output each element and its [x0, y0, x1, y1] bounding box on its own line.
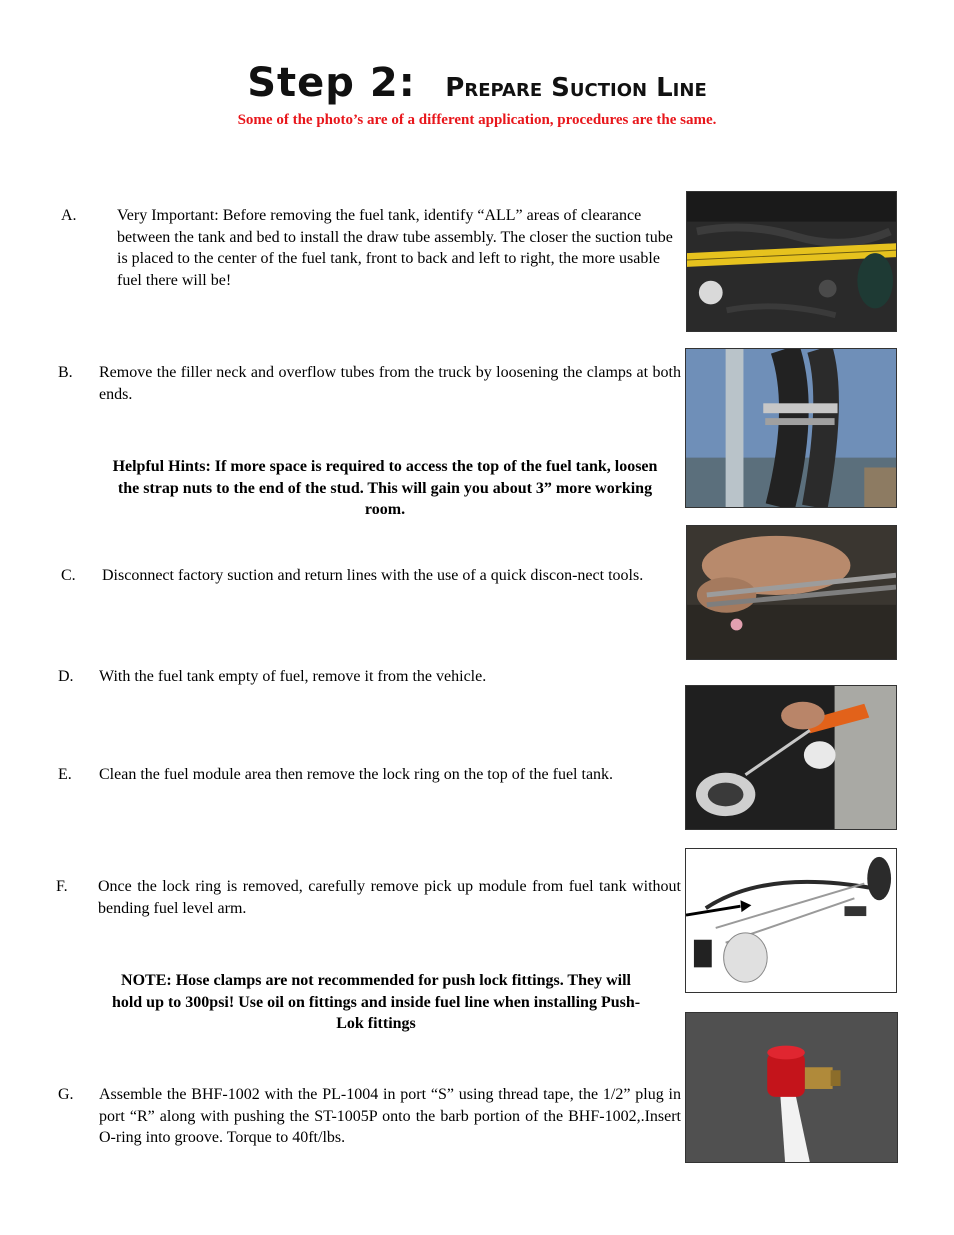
step-letter: F. [56, 878, 68, 895]
step-letter: A. [61, 207, 77, 224]
step-d [58, 666, 682, 690]
photo-tape-measure-tank [686, 191, 897, 332]
step-text: Very Important: Before removing the fuel tank, identify “ALL” areas of clearance between the tank and bed to install the draw tube assembly. The closer the suction tube is placed to the center of the fuel tank, front to back and left to right, the more usable fuel there will be! [117, 207, 673, 289]
step-c [61, 565, 682, 611]
step-text: Clean the fuel module area then remove the lock ring on the top of the fuel tank. [99, 766, 614, 783]
page-title [0, 60, 954, 106]
step-text: Disconnect factory suction and return lines with the use of a quick discon-nect tools. [102, 567, 644, 584]
step-e [58, 764, 682, 810]
step-text: Once the lock ring is removed, carefully remove pick up module from fuel tank without bending fuel level arm. [98, 878, 681, 917]
title-step: Step 2: [247, 60, 416, 106]
step-b [58, 362, 682, 408]
step-text: With the fuel tank empty of fuel, remove it from the vehicle. [99, 668, 487, 685]
title-topic: Prepare Suction Line [445, 73, 707, 103]
photo-pickup-module [685, 848, 897, 993]
step-letter: C. [61, 567, 76, 584]
step-text: Assemble the BHF-1002 with the PL-1004 in port “S” using thread tape, the 1/2” plug in port “R” along with pushing the ST-1005P onto the barb portion of the BHF-1002,.Insert O-ring into groove. Torque to 40ft/lbs. [99, 1086, 681, 1146]
photo-bhf-1002-assembly [685, 1012, 898, 1163]
step-letter: G. [58, 1086, 74, 1103]
step-text: Remove the filler neck and overflow tubes from the truck by loosening the clamps at both ends. [99, 364, 681, 403]
step-letter: E. [58, 766, 72, 783]
note-hose-clamps: NOTE: Hose clamps are not recommended for push lock fittings. They will hold up to 300psi! Use oil on fittings and inside fuel line when installing Push-Lok fittings [111, 972, 641, 1032]
step-letter: D. [58, 668, 74, 685]
subtitle-note: Some of the photo’s are of a different application, procedures are the same. [237, 112, 717, 128]
step-letter: B. [58, 364, 73, 381]
photo-remove-lock-ring [685, 685, 897, 830]
step-g [58, 1084, 682, 1152]
step-a [61, 205, 681, 295]
photo-filler-neck-hoses [685, 348, 897, 508]
photo-disconnect-lines [686, 525, 897, 660]
step-f [56, 876, 682, 922]
helpful-hints: Helpful Hints: If more space is required to access the top of the fuel tank, loosen the strap nuts to the end of the stud. This will gain you about 3” more working room. [112, 458, 658, 518]
